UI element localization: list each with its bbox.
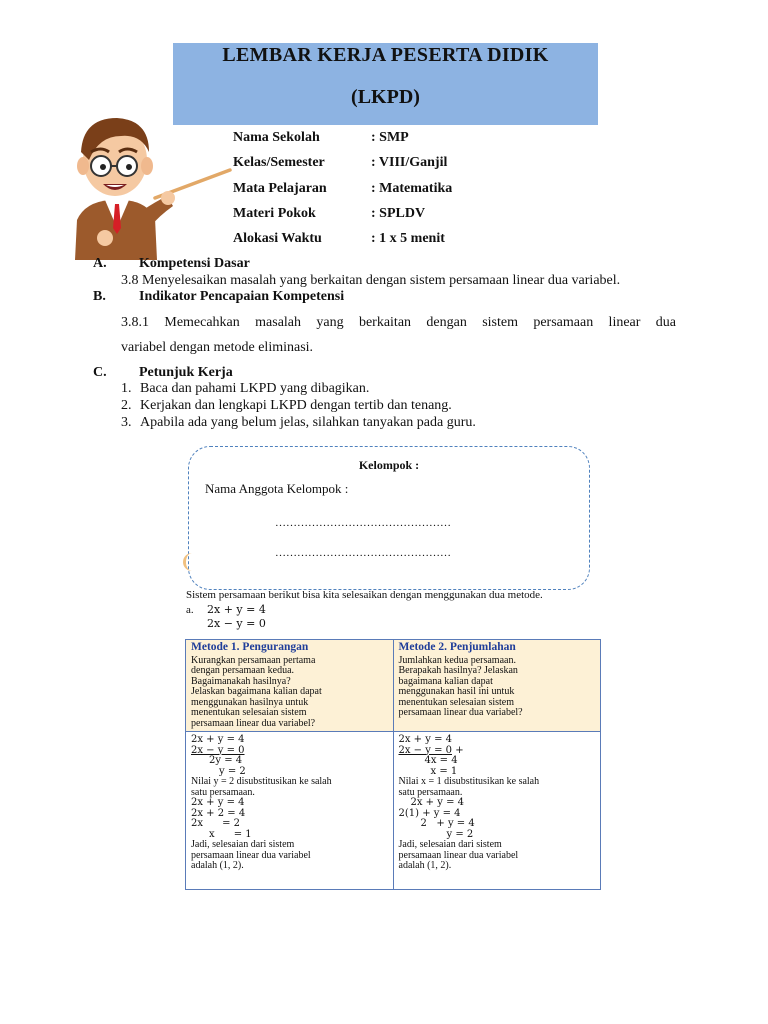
list-text: Kerjakan dan lengkapi LKPD dengan tertib dan tenang. (140, 398, 452, 413)
instr-line: menentukan selesaian sistem (398, 696, 515, 708)
info-value: : VIII/Ganjil (371, 155, 448, 170)
instr-line: Jumlahkan kedua persamaan. (398, 654, 516, 666)
section-c-letter: C. (93, 365, 107, 380)
list-number: 3. (121, 415, 132, 430)
work-line: Jadi, selesaian dari sistem (398, 839, 502, 850)
instr-line: dengan persamaan kedua. (191, 665, 295, 676)
problem-label: a. (186, 604, 194, 616)
info-value: : Matematika (371, 181, 453, 196)
work-line: 2x + y = 4 (191, 797, 245, 808)
group-member-line-2[interactable]: ………………………………………… (275, 547, 451, 559)
section-a-text: 3.8 Menyelesaikan masalah yang berkaitan dengan sistem persamaan linear dua variabel. (121, 273, 621, 288)
plus-sign: + (455, 744, 464, 756)
work-line: persamaan linear dua variabel (191, 849, 311, 861)
section-b-title: Indikator Pencapaian Kompetensi (139, 289, 345, 304)
work-line: x = 1 (430, 765, 458, 777)
methods-intro: Sistem persamaan berikut bisa kita selesaikan dengan menggunakan dua metode. (186, 589, 543, 601)
instr-line: Jelaskan bagaimana kalian dapat (191, 686, 322, 697)
work-line: Jadi, selesaian dari sistem (191, 839, 295, 850)
work-line: satu persamaan. (398, 786, 463, 798)
decorative-arc (183, 553, 194, 571)
info-label: Materi Pokok (233, 206, 316, 221)
method-2-title: Metode 2. Penjumlahan (398, 641, 516, 653)
info-label: Alokasi Waktu (233, 231, 322, 246)
method-1-header-cell (186, 640, 394, 732)
method-1-work-cell (186, 732, 394, 890)
work-line: 2 + y = 4 (420, 818, 475, 829)
section-a-letter: A. (93, 256, 107, 271)
group-members-label: Nama Anggota Kelompok : (205, 481, 349, 496)
info-label: Mata Pelajaran (233, 181, 327, 196)
list-number: 2. (121, 398, 132, 413)
instr-line: Bagaimanakah hasilnya? (191, 675, 291, 687)
method-2-work-cell (393, 732, 601, 890)
list-text: Apabila ada yang belum jelas, silahkan tanyakan pada guru. (140, 415, 476, 430)
section-c-title: Petunjuk Kerja (139, 365, 233, 380)
instr-line: menentukan selesaian sistem (191, 707, 307, 718)
instr-line: persamaan linear dua variabel? (398, 707, 523, 718)
work-line: y = 2 (446, 828, 474, 840)
work-line: Nilai y = 2 disubstitusikan ke salah (191, 776, 332, 787)
work-line: 2x + 2 = 4 (191, 807, 246, 819)
page-subtitle: (LKPD) (351, 86, 420, 108)
instr-line: Berapakah hasilnya? Jelaskan (398, 665, 518, 676)
page-title: LEMBAR KERJA PESERTA DIDIK (222, 44, 549, 66)
problem-eq2: 2x − y = 0 (207, 617, 266, 630)
info-label: Nama Sekolah (233, 130, 320, 145)
instr-line: Kurangkan persamaan pertama (191, 654, 316, 666)
group-title: Kelompok : (358, 458, 420, 472)
work-line: 2(1) + y = 4 (398, 807, 461, 819)
instr-line: persamaan linear dua variabel? (191, 717, 316, 729)
section-a-title: Kompetensi Dasar (139, 256, 250, 271)
work-line: adalah (1, 2). (191, 860, 244, 871)
work-line: 2x + y = 4 (398, 734, 452, 745)
work-line: 2x − y = 0 (191, 744, 245, 756)
teacher-pointing-icon (55, 110, 235, 265)
info-label: Kelas/Semester (233, 155, 325, 170)
work-line: 2y = 4 (209, 755, 243, 766)
method-1-instr (191, 656, 388, 730)
work-line: 2x + y = 4 (410, 797, 464, 808)
methods-table (185, 639, 601, 890)
work-line: Nilai x = 1 disubstitusikan ke salah (398, 776, 540, 787)
work-line: 2x − y = 0 (398, 744, 452, 756)
instr-line: bagaimana kalian dapat (398, 675, 493, 687)
work-line: 2x + y = 4 (191, 734, 245, 745)
work-line: satu persamaan. (191, 786, 255, 798)
info-value: : SMP (371, 130, 409, 145)
list-number: 1. (121, 381, 132, 396)
work-line: x = 1 (209, 828, 252, 840)
section-b-letter: B. (93, 289, 106, 304)
list-text: Baca dan pahami LKPD yang dibagikan. (140, 381, 370, 396)
instr-line: menggunakan hasil ini untuk (398, 686, 515, 697)
work-line: adalah (1, 2). (398, 860, 452, 871)
method-2-instr (399, 656, 596, 719)
work-line: persamaan linear dua variabel (398, 849, 519, 861)
work-line: y = 2 (219, 765, 246, 777)
section-b-text-line1: 3.8.1 Memecahkan masalah yang berkaitan dengan sistem persamaan linear dua (121, 315, 676, 330)
work-line: 2x = 2 (191, 818, 240, 829)
work-line: 4x = 4 (424, 755, 458, 766)
section-b-text-line2: variabel dengan metode eliminasi. (121, 340, 314, 355)
method-2-header-cell (393, 640, 601, 732)
group-member-line-1[interactable]: ………………………………………… (275, 517, 451, 529)
instr-line: menggunakan hasilnya untuk (191, 696, 309, 708)
info-value: : SPLDV (371, 206, 426, 221)
problem-eq1: 2x + y = 4 (207, 603, 266, 616)
info-value: : 1 x 5 menit (371, 231, 445, 246)
method-1-title: Metode 1. Pengurangan (191, 641, 309, 653)
